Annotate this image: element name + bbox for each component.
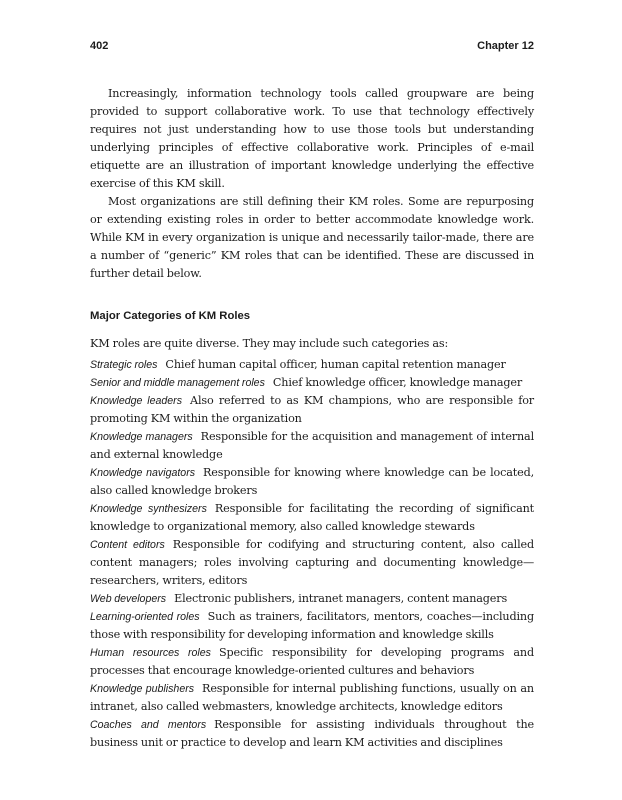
role-description: Responsible for the acquisition and management of internal and external knowledge — [90, 430, 535, 461]
role-entry — [90, 536, 534, 590]
role-term: Knowledge leaders — [90, 395, 183, 407]
role-description: Such as trainers, facilitators, mentors, coaches—including those with responsibility for developing information and knowledge skills — [90, 610, 534, 641]
section-heading: Major Categories of KM Roles — [90, 310, 251, 322]
role-entry — [90, 428, 534, 464]
role-term: Human resources roles — [90, 647, 211, 659]
page-number: 402 — [90, 40, 109, 52]
role-term: Knowledge synthesizers — [90, 503, 207, 515]
role-term: Strategic roles — [90, 359, 158, 371]
role-term: Learning-oriented roles — [90, 611, 200, 623]
role-entry — [90, 716, 534, 752]
paragraph-groupware: Increasingly, information technology tools called groupware are being provided to support collaborative work. To use that technology effectively requires not just understanding how to use those tools but understanding underlying principles of effective collaborative work. Principles of e-mail etiquette are an illustration of important knowledge underlying the effective exercise of this KM skill. — [90, 87, 534, 190]
role-description: Electronic publishers, intranet managers, content managers — [174, 592, 508, 605]
role-term: Knowledge publishers — [90, 683, 195, 695]
role-term: Web developers — [90, 593, 167, 605]
role-description: Specific responsibility for developing programs and processes that encourage knowledge-oriented cultures and behaviors — [90, 646, 534, 677]
role-description: Responsible for assisting individuals throughout the business unit or practice to develop and learn KM activities and disciplines — [90, 718, 535, 749]
role-description: Responsible for internal publishing functions, usually on an intranet, also called webmasters, knowledge architects, knowledge editors — [90, 682, 534, 713]
role-description: Responsible for codifying and structuring content, also called content managers; roles involving capturing and documenting knowledge—researchers, writers, editors — [90, 538, 534, 587]
chapter-running-head: Chapter 12 — [477, 40, 534, 52]
role-term: Coaches and mentors — [90, 719, 207, 731]
section-intro: KM roles are quite diverse. They may include such categories as: — [90, 337, 449, 350]
role-entry — [90, 500, 534, 536]
role-term: Knowledge navigators — [90, 467, 196, 479]
role-description: Chief human capital officer, human capital retention manager — [165, 358, 506, 371]
role-term: Knowledge managers — [90, 431, 193, 443]
role-description: Chief knowledge officer, knowledge manager — [272, 376, 523, 389]
page-header — [90, 40, 534, 56]
role-entry — [90, 608, 534, 644]
role-entry — [90, 356, 534, 374]
role-entry — [90, 392, 534, 428]
role-description: Also referred to as KM champions, who are responsible for promoting KM within the organization — [90, 394, 534, 425]
paragraph-km-roles: Most organizations are still defining their KM roles. Some are repurposing or extending existing roles in order to better accommodate knowledge work. While KM in every organization is unique and necessarily tailor-made, there are a number of “generic” KM roles that can be identified. These are discussed in further detail below. — [90, 195, 534, 280]
role-term: Senior and middle management roles — [90, 377, 265, 389]
role-description: Responsible for knowing where knowledge can be located, also called knowledge brokers — [90, 466, 534, 497]
role-entry — [90, 464, 534, 500]
page-body — [90, 85, 534, 752]
role-description: Responsible for facilitating the recording of significant knowledge to organizational memory, also called knowledge stewards — [90, 502, 534, 533]
role-entry — [90, 680, 534, 716]
role-entry — [90, 374, 534, 392]
role-entry — [90, 590, 534, 608]
role-term: Content editors — [90, 539, 165, 551]
role-entry — [90, 644, 534, 680]
